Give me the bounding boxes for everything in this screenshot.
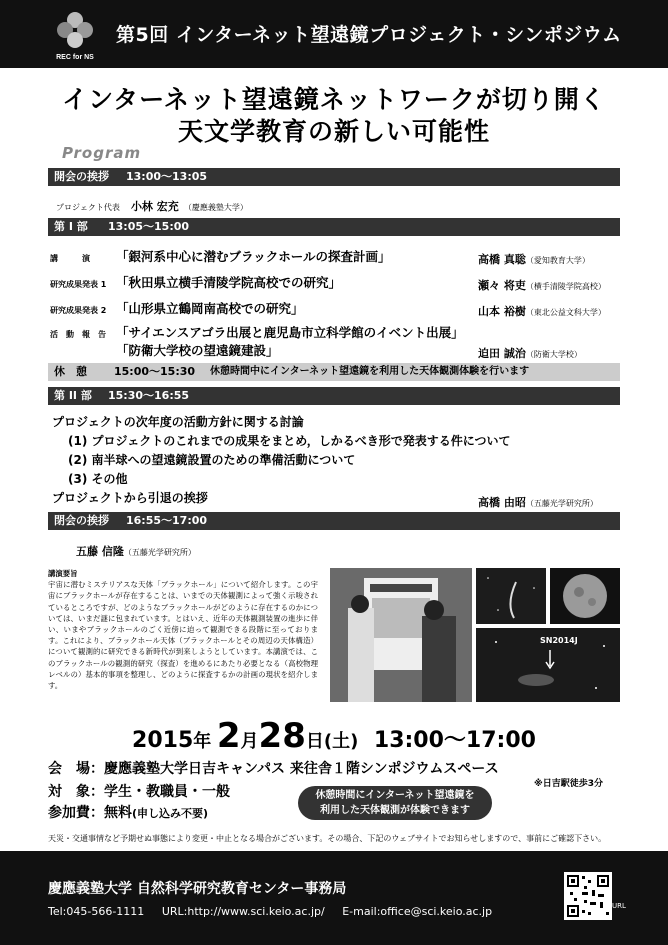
- abstract-block: [48, 568, 318, 691]
- comet-image: [476, 568, 546, 624]
- item-text: プロジェクトのこれまでの成果をまとめ，しかるべき形で発表する件について: [91, 434, 511, 448]
- speaker-name: 高橋 真聡: [478, 253, 526, 266]
- part2-label: 第 II 部: [54, 389, 92, 402]
- notice-text: 天災・交通事情など予期せぬ事態により変更・中止となる場合がございます。その場合、下記のウェブサイトでお知らせしますので、事前にご確認下さい。: [48, 834, 607, 843]
- supernova-label: SN2014J: [540, 636, 578, 645]
- logo-text: REC for NS: [56, 54, 94, 61]
- main-title-line1: インターネット望遠鏡ネットワークが切り開く: [62, 85, 606, 114]
- talk-type: 研究成果発表 1: [50, 280, 107, 289]
- break-note: 休憩時間中にインターネット望遠鏡を利用した天体観測体験を行います: [210, 366, 530, 377]
- speaker-name: 高橋 由昭: [478, 496, 526, 509]
- speaker-name: 山本 裕樹: [478, 305, 526, 318]
- item-text: その他: [91, 472, 128, 486]
- footer-email[interactable]: E-mail:office@sci.keio.ac.jp: [342, 905, 493, 918]
- talk-row: [50, 322, 464, 341]
- speaker-affiliation: （横手清陵学院高校）: [525, 282, 606, 291]
- bubble-line1: 休憩時間にインターネット望遠鏡を: [315, 790, 475, 801]
- part2-bar: [48, 387, 620, 405]
- footer-org: 慶應義塾大学 自然科学研究教育センター事務局: [48, 881, 347, 897]
- qr-code-icon: [564, 872, 612, 920]
- venue-label: 会 場：: [48, 761, 104, 777]
- talk-title: 「秋田県立横手清陵学院高校での研究」: [116, 275, 342, 290]
- talk-type: 講 演: [50, 254, 90, 263]
- talk-title-2: 「防衛大学校の望遠鏡建設」: [116, 343, 279, 358]
- date-year-unit: 年: [193, 731, 212, 752]
- observation-bubble: [298, 786, 492, 820]
- retirement-speaker: [478, 491, 598, 510]
- qr-code[interactable]: [564, 872, 612, 920]
- qr-label: URL: [612, 902, 626, 910]
- break-bar: [48, 363, 620, 381]
- talk-speaker: [478, 248, 590, 267]
- speaker-affiliation: （防衛大学校）: [525, 350, 582, 359]
- part1-label: 第 I 部: [54, 220, 88, 233]
- target-label: 対 象：: [48, 784, 104, 800]
- part1-time: 13:05～15:00: [108, 220, 190, 233]
- fee-label: 参加費：: [48, 805, 104, 821]
- discussion-item: [68, 432, 511, 449]
- date-day-unit: 日: [305, 731, 324, 752]
- speaker-affiliation: （東北公益文科大学）: [525, 308, 606, 317]
- program-label: Program: [62, 144, 142, 162]
- venue-access: ※日吉駅徒歩3分: [534, 779, 604, 789]
- closing-label: 閉会の挨拶: [54, 514, 109, 527]
- event-date: [0, 716, 668, 756]
- break-time: 15:00～15:30: [114, 365, 196, 378]
- talk-speaker: [478, 342, 582, 361]
- closing-speaker-row: [76, 540, 196, 559]
- part1-bar: [48, 218, 620, 236]
- talk-row: [50, 272, 341, 291]
- date-time: 13:00～17:00: [373, 728, 536, 753]
- comet-photo: [476, 568, 546, 624]
- talk-type: 研究成果発表 2: [50, 306, 107, 315]
- retirement-title: プロジェクトから引退の挨拶: [52, 491, 208, 505]
- opening-time: 13:00～13:05: [126, 170, 208, 183]
- item-num: (2): [68, 453, 88, 467]
- item-num: (3): [68, 472, 88, 486]
- closing-bar: [48, 512, 620, 530]
- footer-tel: Tel:045-566-1111: [48, 905, 145, 918]
- speaker-affiliation: （五藤光学研究所）: [525, 499, 598, 508]
- opening-speaker-row: [56, 195, 248, 214]
- break-label: 休 憩: [54, 365, 87, 378]
- discussion-item: [68, 451, 355, 468]
- venue-row: [48, 758, 499, 778]
- moon-photo: [550, 568, 620, 624]
- talk-speaker: [478, 300, 606, 319]
- speaker-name: 迫田 誠治: [478, 347, 526, 360]
- opening-bar: [48, 168, 620, 186]
- venue-value: 慶應義塾大学日吉キャンパス 来往舎１階シンポジウムスペース: [104, 761, 499, 777]
- item-text: 南半球への望遠鏡設置のための準備活動について: [91, 453, 356, 467]
- opening-name: 小林 宏充: [130, 200, 179, 213]
- footer-url[interactable]: URL:http://www.sci.keio.ac.jp/: [161, 905, 325, 918]
- opening-label: 開会の挨拶: [54, 170, 109, 183]
- discussion-title: プロジェクトの次年度の活動方針に関する討論: [52, 415, 304, 429]
- main-title-line2: 天文学教育の新しい可能性: [177, 117, 490, 146]
- fee-row: [48, 802, 208, 822]
- bubble-line2: 利用した天体観測が体験できます: [320, 805, 470, 816]
- speaker-name: 瀬々 将吏: [478, 279, 526, 292]
- part2-time: 15:30～16:55: [108, 389, 190, 402]
- talk-title: 「山形県立鶴岡南高校での研究」: [116, 301, 304, 316]
- event-photo: [330, 568, 472, 702]
- item-num: (1): [68, 434, 88, 448]
- talk-row-2: [116, 340, 279, 359]
- header-title: 第5回 インターネット望遠鏡プロジェクト・シンポジウム: [116, 24, 622, 46]
- talk-speaker: [478, 274, 606, 293]
- fee-value: 無料: [104, 805, 132, 821]
- speaker-affiliation: （愛知教育大学）: [525, 256, 590, 265]
- target-value: 学生・教職員・一般: [104, 784, 230, 800]
- talk-title: 「銀河系中心に潜むブラックホールの探査計画」: [116, 249, 391, 264]
- closing-name: 五藤 信隆: [76, 545, 124, 558]
- discussion-item: [68, 470, 128, 487]
- header-banner: [0, 0, 668, 68]
- date-month: 2: [216, 716, 241, 756]
- target-row: [48, 781, 230, 801]
- date-year: 2015: [132, 728, 194, 753]
- moon-image: [550, 568, 620, 624]
- rec-logo-icon: [50, 6, 100, 62]
- supernova-photo: [476, 628, 620, 702]
- event-photo-image: [330, 568, 472, 702]
- talk-row: [50, 298, 304, 317]
- abstract-text: 宇宙に潜むミステリアスな天体「ブラックホール」について紹介します。この宇宙にブラックホールが存在することは、いまでの天体観測によって強く示唆されているところですが、どのようなブラックホールがどのように存在するのかについては、いまだ謎に包まれています。とはいえ、近年の天体観測装置の進歩に伴い、いまやブラックホールのごく近傍に迫って観測できる段階に至っております。これにより、ブラックホール天体（ブラックホールとその周辺の天体構造）について観測的に研究できる新時代が到来しようとしています。本講演では、このブラックホールの観測的研究（探査）を進めるにあたり必要となる（高校物理レベルの）基本的事項を整理し、どのように探査するかの計画の現状を紹介します。: [48, 580, 318, 691]
- footer-contact: [48, 905, 492, 918]
- opening-role: プロジェクト代表: [56, 203, 120, 212]
- fee-note: (申し込み不要): [132, 807, 209, 820]
- talk-type: 活 動 報 告: [50, 330, 106, 339]
- abstract-title: 講演要旨: [48, 569, 78, 578]
- closing-affiliation: （五藤光学研究所）: [123, 548, 196, 557]
- date-day: 28: [258, 716, 306, 756]
- opening-affiliation: （慶應義塾大学）: [183, 203, 248, 212]
- closing-time: 16:55～17:00: [126, 514, 208, 527]
- date-weekday: (土): [323, 731, 359, 752]
- date-month-unit: 月: [240, 731, 259, 752]
- talk-title: 「サイエンスアゴラ出展と鹿児島市立科学館のイベント出展」: [116, 325, 464, 340]
